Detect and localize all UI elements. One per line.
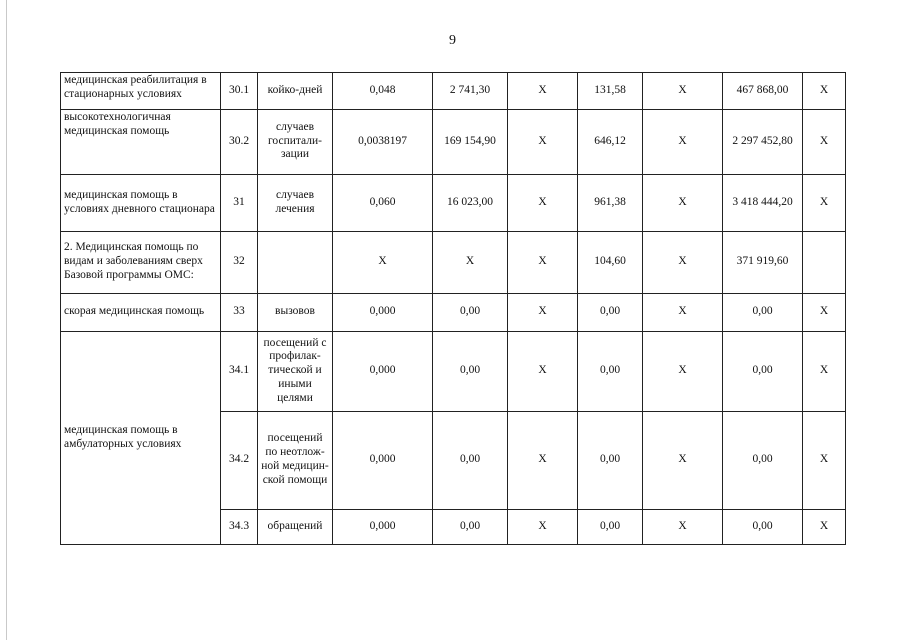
row-value: 169 154,90 <box>433 110 508 175</box>
row-value: X <box>508 294 578 332</box>
row-value: X <box>803 510 846 545</box>
row-value: 0,00 <box>578 510 643 545</box>
row-value: 0,000 <box>333 332 433 412</box>
row-unit <box>258 232 333 294</box>
row-value: 0,00 <box>723 412 803 510</box>
row-code: 30.1 <box>221 73 258 110</box>
row-value: 16 023,00 <box>433 175 508 232</box>
row-value: 0,00 <box>723 332 803 412</box>
row-name: медицинская помощь в условиях дневного стационара <box>61 175 221 232</box>
row-value: 0,00 <box>578 294 643 332</box>
row-value: 2 741,30 <box>433 73 508 110</box>
page-number: 9 <box>449 33 456 48</box>
row-value: 0,000 <box>333 412 433 510</box>
row-value: X <box>333 232 433 294</box>
row-value: 3 418 444,20 <box>723 175 803 232</box>
table-row <box>61 175 846 232</box>
table-row <box>61 110 846 175</box>
row-value: X <box>508 232 578 294</box>
row-value: X <box>643 294 723 332</box>
row-code: 30.2 <box>221 110 258 175</box>
row-unit: посещений с профилак-тической и иными целями <box>258 332 333 412</box>
row-value: 0,00 <box>433 294 508 332</box>
row-value: X <box>643 110 723 175</box>
row-value: 0,00 <box>433 510 508 545</box>
row-unit: посещений по неотлож-ной медицин-ской помощи <box>258 412 333 510</box>
row-unit: случаев лечения <box>258 175 333 232</box>
row-name: 2. Медицинская помощь по видам и заболеваниям сверх Базовой программы ОМС: <box>61 232 221 294</box>
table-row <box>61 73 846 110</box>
row-name: скорая медицинская помощь <box>61 294 221 332</box>
row-value: 961,38 <box>578 175 643 232</box>
row-value: X <box>803 332 846 412</box>
row-value: 0,00 <box>433 412 508 510</box>
row-value: 0,000 <box>333 294 433 332</box>
row-code: 34.1 <box>221 332 258 412</box>
row-value: X <box>643 332 723 412</box>
row-value: 0,00 <box>578 332 643 412</box>
row-value: 0,0038197 <box>333 110 433 175</box>
row-value: X <box>803 73 846 110</box>
row-name: высокотехнологичная медицинская помощь <box>61 110 221 175</box>
row-value: X <box>643 510 723 545</box>
row-value: 467 868,00 <box>723 73 803 110</box>
row-value: 0,00 <box>433 332 508 412</box>
row-value: X <box>508 332 578 412</box>
row-value: X <box>508 73 578 110</box>
data-table <box>60 72 846 545</box>
table-row <box>61 294 846 332</box>
row-value: 0,00 <box>723 510 803 545</box>
row-value: 0,00 <box>578 412 643 510</box>
page-left-edge <box>6 0 7 640</box>
row-value: 2 297 452,80 <box>723 110 803 175</box>
row-value: X <box>803 110 846 175</box>
row-value: X <box>643 175 723 232</box>
row-value: X <box>433 232 508 294</box>
row-value: X <box>508 510 578 545</box>
row-value: X <box>643 412 723 510</box>
row-value: X <box>803 412 846 510</box>
row-value: 0,048 <box>333 73 433 110</box>
row-code: 34.2 <box>221 412 258 510</box>
row-value: X <box>803 175 846 232</box>
row-value: X <box>508 412 578 510</box>
row-unit: случаев госпитали-зации <box>258 110 333 175</box>
row-value: 104,60 <box>578 232 643 294</box>
row-unit: койко-дней <box>258 73 333 110</box>
row-value: 0,000 <box>333 510 433 545</box>
row-value: 646,12 <box>578 110 643 175</box>
row-value <box>803 232 846 294</box>
row-value: 131,58 <box>578 73 643 110</box>
row-value: 0,00 <box>723 294 803 332</box>
row-value: X <box>508 175 578 232</box>
row-unit: обращений <box>258 510 333 545</box>
row-code: 34.3 <box>221 510 258 545</box>
row-code: 31 <box>221 175 258 232</box>
table-row <box>61 332 846 412</box>
row-value: X <box>643 232 723 294</box>
row-value: 371 919,60 <box>723 232 803 294</box>
table-row <box>61 232 846 294</box>
row-code: 33 <box>221 294 258 332</box>
row-name: медицинская реабилитация в стационарных условиях <box>61 73 221 110</box>
row-unit: вызовов <box>258 294 333 332</box>
row-value: 0,060 <box>333 175 433 232</box>
row-value: X <box>643 73 723 110</box>
row-code: 32 <box>221 232 258 294</box>
row-value: X <box>803 294 846 332</box>
row-value: X <box>508 110 578 175</box>
row-name: медицинская помощь в амбулаторных условиях <box>61 332 221 545</box>
